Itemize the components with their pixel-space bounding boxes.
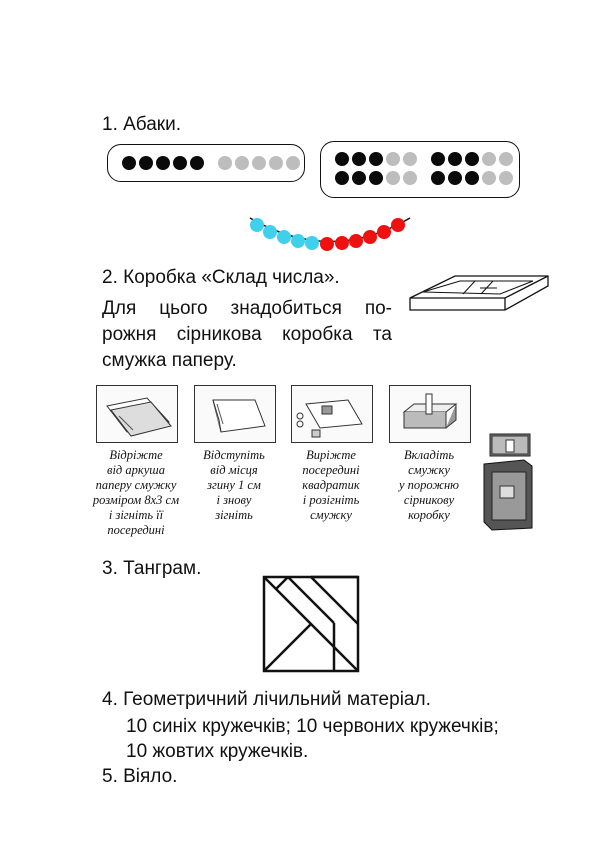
bead [139, 156, 153, 170]
text-line: смужка паперу. [102, 350, 237, 371]
bead [269, 156, 283, 170]
red-beads [320, 218, 405, 251]
bead [235, 156, 249, 170]
step-image-4 [389, 385, 471, 443]
heading-box: 2. Коробка «Склад числа». [102, 267, 340, 288]
bead-row [335, 152, 513, 166]
box-description [102, 296, 392, 374]
step-caption-2: Відступіть від місця згину 1 см і знову зігніть [203, 448, 265, 522]
heading-geometric: 4. Геометричний лічильний матеріал. [102, 689, 431, 710]
bead [156, 156, 170, 170]
step-image-2 [194, 385, 276, 443]
step-caption-4: Вкладіть смужку у порожню сірникову коробку [398, 448, 459, 522]
text-line: Для цього знадобиться по- [102, 298, 392, 319]
bead [122, 156, 136, 170]
bead [218, 156, 232, 170]
heading-fan: 5. Віяло. [102, 766, 178, 787]
text-line: рожня сірникова коробка та [102, 324, 392, 345]
heading-abacus: 1. Абаки. [102, 114, 182, 135]
step-caption-1: Відріжте від аркуша паперу смужку розміром 8x3 см і зігніть її посередині [92, 448, 180, 537]
bead [173, 156, 187, 170]
bead-row [122, 156, 300, 170]
geometric-line-2: 10 жовтих кружечків. [126, 741, 309, 762]
cyan-beads [250, 218, 319, 250]
heading-tangram: 3. Танграм. [102, 558, 202, 579]
abacus-double-row [320, 141, 520, 198]
bead-row [335, 171, 513, 185]
open-box-illustration [405, 270, 555, 320]
bead [286, 156, 300, 170]
bead [252, 156, 266, 170]
abacus-single-row [107, 144, 305, 182]
matchbox-photo [478, 432, 536, 532]
bead [190, 156, 204, 170]
bead-string-illustration [240, 210, 420, 255]
step-image-1 [96, 385, 178, 443]
step-caption-3: Виріжте посередині квадратик і розігніть смужку [302, 448, 360, 522]
geometric-line-1: 10 синіх кружечків; 10 червоних кружечків; [126, 716, 499, 737]
step-image-3 [291, 385, 373, 443]
tangram-illustration [262, 575, 360, 673]
